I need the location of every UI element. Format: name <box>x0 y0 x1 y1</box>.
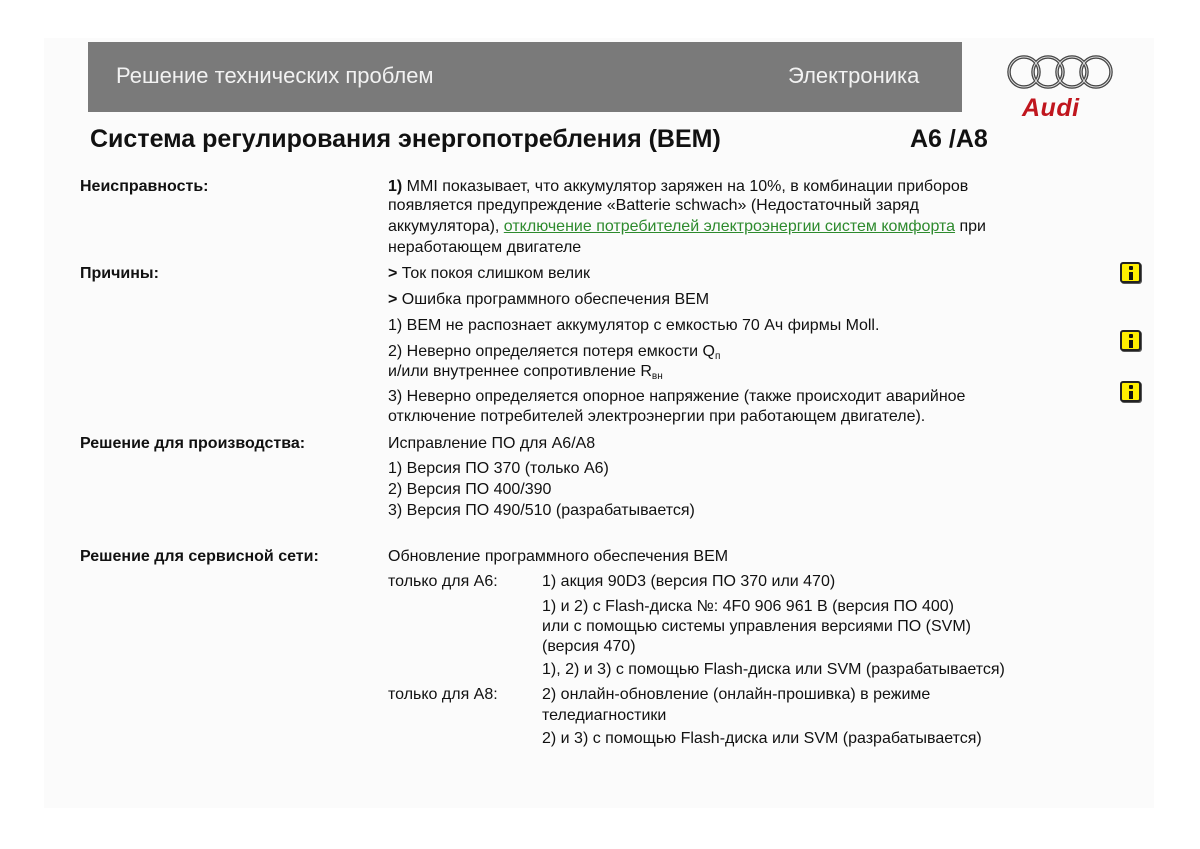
cause-5b: отключение потребителей электроэнергии при работающем двигателе). <box>388 408 926 425</box>
service-a6-label: только для А6: <box>388 573 498 590</box>
cause-3: 1) BEM не распознает аккумулятор с емкостью 70 Ач фирмы Moll. <box>388 317 880 334</box>
service-a8-line-3: 2) и 3) с помощью Flash-диска или SVM (разрабатывается) <box>542 730 982 747</box>
cause-4b-text: и/или внутреннее сопротивление R <box>388 363 652 380</box>
comfort-consumers-link[interactable]: отключение потребителей электроэнергии систем комфорта <box>503 218 956 235</box>
service-a8-line-1: 2) онлайн-обновление (онлайн-прошивка) в режиме <box>542 686 931 703</box>
info-icon[interactable] <box>1120 381 1141 402</box>
service-a6-line-4: (версия 470) <box>542 638 636 655</box>
service-line-1: Обновление программного обеспечения BEM <box>388 548 729 565</box>
cause-4a <box>388 342 720 361</box>
fault-line-4: неработающем двигателе <box>388 239 582 256</box>
cause-2-marker: > <box>388 291 398 308</box>
service-a6-line-1: 1) акция 90D3 (версия ПО 370 или 470) <box>542 573 836 590</box>
cause-2 <box>388 290 709 309</box>
cause-1-text: Ток покоя слишком велик <box>397 265 590 282</box>
fault-number: 1) <box>388 178 403 195</box>
fault-line-3-post: при <box>955 218 986 235</box>
audi-wordmark: Audi <box>1022 94 1080 122</box>
cause-1-marker: > <box>388 265 398 282</box>
page-title: Система регулирования энергопотребления (BEM) <box>90 125 721 153</box>
fault-line-1-text: MMI показывает, что аккумулятор заряжен на 10%, в комбинации приборов <box>402 178 969 195</box>
header-right-title: Электроника <box>788 63 920 88</box>
causes-label: Причины: <box>80 265 159 282</box>
service-a8-line-2: теледиагностики <box>542 707 667 724</box>
model-title: A6 /A8 <box>910 125 988 153</box>
header-left-title: Решение технических проблем <box>116 63 434 88</box>
production-line-4: 3) Версия ПО 490/510 (разрабатывается) <box>388 502 695 519</box>
cause-4b <box>388 362 663 381</box>
service-label: Решение для сервисной сети: <box>80 548 319 565</box>
fault-line-1 <box>388 177 968 196</box>
service-a6-line-2: 1) и 2) с Flash-диска №: 4F0 906 961 B (версия ПО 400) <box>542 598 954 615</box>
cause-5a: 3) Неверно определяется опорное напряжение (также происходит аварийное <box>388 388 966 405</box>
service-a6-line-5: 1), 2) и 3) с помощью Flash-диска или SVM (разрабатывается) <box>542 661 1005 678</box>
production-line-3: 2) Версия ПО 400/390 <box>388 481 552 498</box>
cause-2-text: Ошибка программного обеспечения BEM <box>397 291 710 308</box>
cause-4a-subscript: п <box>714 351 721 362</box>
production-line-2: 1) Версия ПО 370 (только A6) <box>388 460 609 477</box>
cause-1 <box>388 264 590 283</box>
service-a6-line-3: или с помощью системы управления версиями ПО (SVM) <box>542 618 971 635</box>
service-a8-label: только для А8: <box>388 686 498 703</box>
production-label: Решение для производства: <box>80 435 306 452</box>
cause-4b-subscript: вн <box>651 371 663 382</box>
production-line-1: Исправление ПО для A6/A8 <box>388 435 596 452</box>
info-icon[interactable] <box>1120 262 1141 283</box>
fault-line-3 <box>388 217 986 236</box>
info-icon[interactable] <box>1120 330 1141 351</box>
fault-line-3-pre: аккумулятора), <box>388 218 504 235</box>
fault-line-2: появляется предупреждение «Batterie schwach» (Недостаточный заряд <box>388 197 919 214</box>
fault-label: Неисправность: <box>80 178 209 195</box>
cause-4a-text: 2) Неверно определяется потеря емкости Q <box>388 343 715 360</box>
